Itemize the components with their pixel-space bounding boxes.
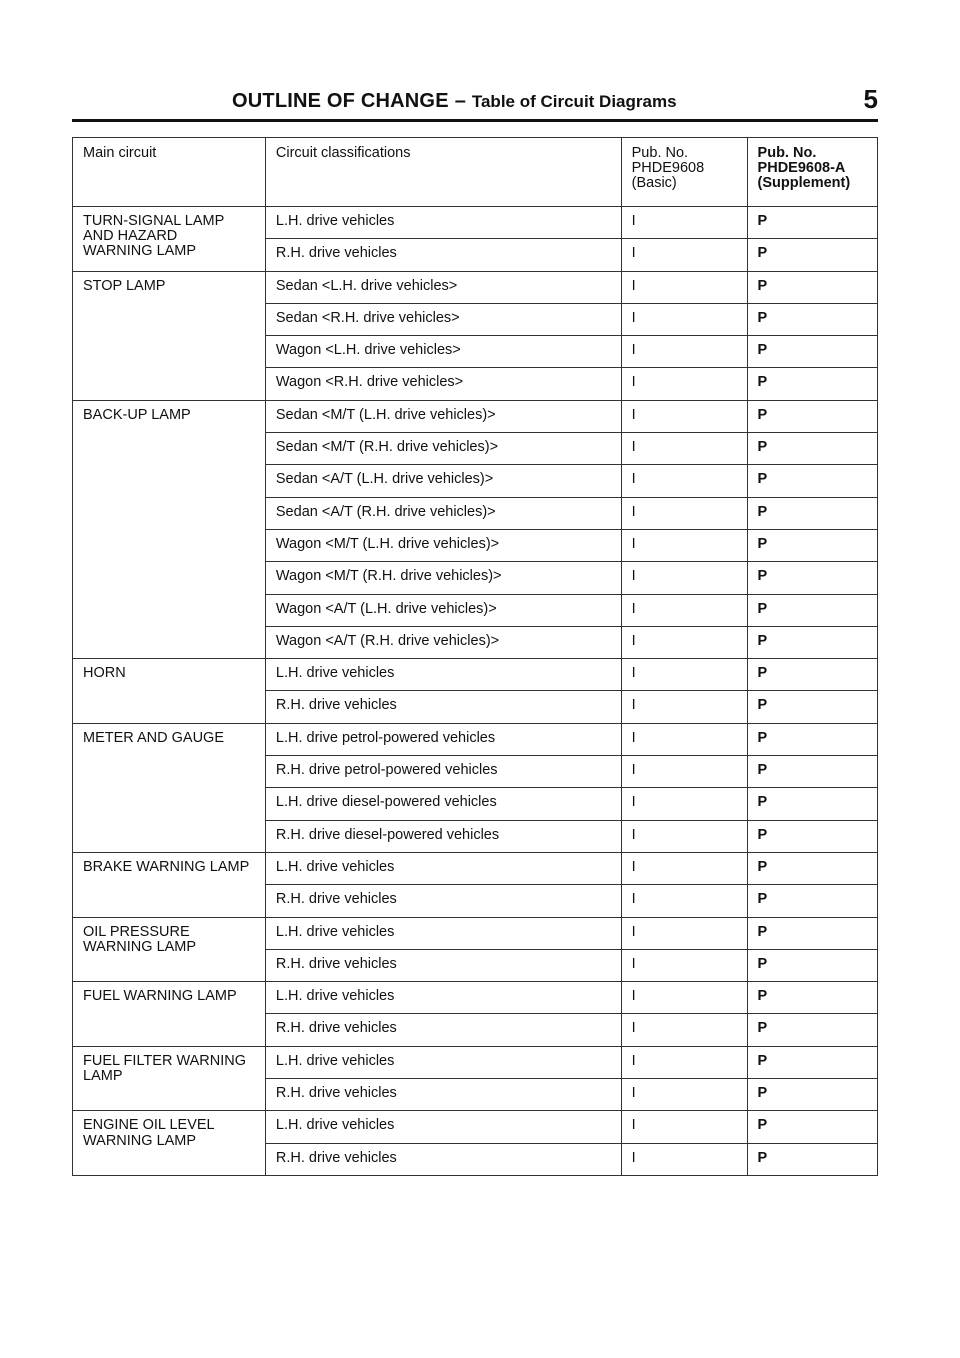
main-circuit-cell: FUEL WARNING LAMP [73,982,266,1047]
circuit-classification-cell: Sedan <A/T (L.H. drive vehicles)> [265,465,621,497]
supplement-publication-cell: P [747,659,877,691]
circuit-classification-cell: L.H. drive vehicles [265,917,621,949]
basic-publication-cell: I [621,271,747,303]
table-row [73,1111,878,1143]
circuit-classification-cell: L.H. drive vehicles [265,1046,621,1078]
basic-publication-cell: I [621,756,747,788]
circuit-classification-cell: L.H. drive vehicles [265,659,621,691]
basic-publication-cell: I [621,594,747,626]
circuit-classification-cell: Wagon <M/T (R.H. drive vehicles)> [265,562,621,594]
basic-publication-cell: I [621,207,747,239]
circuit-classification-cell: R.H. drive vehicles [265,691,621,723]
basic-publication-cell: I [621,400,747,432]
supplement-publication-cell: P [747,562,877,594]
supplement-publication-cell: P [747,1079,877,1111]
basic-publication-cell: I [621,659,747,691]
table-row [73,400,878,432]
basic-publication-cell: I [621,336,747,368]
supplement-publication-cell: P [747,433,877,465]
circuit-classification-cell: Sedan <A/T (R.H. drive vehicles)> [265,497,621,529]
circuit-classification-cell: Wagon <R.H. drive vehicles> [265,368,621,400]
page-number: 5 [863,84,878,114]
circuit-classification-cell: L.H. drive vehicles [265,1111,621,1143]
supplement-publication-cell: P [747,303,877,335]
circuit-diagram-table [72,137,878,1176]
table-row [73,917,878,949]
circuit-classification-cell: L.H. drive petrol-powered vehicles [265,723,621,755]
circuit-classification-cell: R.H. drive vehicles [265,1014,621,1046]
header-divider [72,119,878,122]
circuit-classification-cell: Sedan <M/T (L.H. drive vehicles)> [265,400,621,432]
basic-publication-cell: I [621,1111,747,1143]
circuit-classification-cell: L.H. drive diesel-powered vehicles [265,788,621,820]
supplement-publication-cell: P [747,788,877,820]
supplement-publication-cell: P [747,529,877,561]
circuit-classification-cell: Sedan <M/T (R.H. drive vehicles)> [265,433,621,465]
supplement-publication-cell: P [747,885,877,917]
main-circuit-cell: METER AND GAUGE [73,723,266,852]
circuit-classification-cell: L.H. drive vehicles [265,207,621,239]
table-row [73,982,878,1014]
main-circuit-cell: BACK-UP LAMP [73,400,266,658]
basic-publication-cell: I [621,788,747,820]
table-header-row [73,138,878,207]
main-circuit-cell: HORN [73,659,266,724]
circuit-classification-cell: Wagon <A/T (R.H. drive vehicles)> [265,626,621,658]
basic-publication-cell: I [621,303,747,335]
basic-publication-cell: I [621,1143,747,1175]
circuit-classification-cell: Wagon <M/T (L.H. drive vehicles)> [265,529,621,561]
supplement-publication-cell: P [747,1143,877,1175]
column-header-main-circuit: Main circuit [73,138,266,207]
basic-publication-cell: I [621,885,747,917]
circuit-classification-cell: Wagon <L.H. drive vehicles> [265,336,621,368]
table-row [73,1046,878,1078]
basic-publication-cell: I [621,691,747,723]
table-row [73,659,878,691]
supplement-publication-cell: P [747,207,877,239]
circuit-classification-cell: R.H. drive vehicles [265,1143,621,1175]
main-circuit-cell: OIL PRESSURE WARNING LAMP [73,917,266,982]
basic-publication-cell: I [621,239,747,271]
supplement-publication-cell: P [747,400,877,432]
main-circuit-cell: TURN-SIGNAL LAMP AND HAZARD WARNING LAMP [73,207,266,272]
circuit-classification-cell: L.H. drive vehicles [265,982,621,1014]
basic-publication-cell: I [621,1079,747,1111]
supplement-publication-cell: P [747,626,877,658]
circuit-classification-cell: Wagon <A/T (L.H. drive vehicles)> [265,594,621,626]
document-subtitle: Table of Circuit Diagrams [471,92,677,111]
basic-publication-cell: I [621,852,747,884]
circuit-classification-cell: R.H. drive vehicles [265,239,621,271]
circuit-classification-cell: R.H. drive diesel-powered vehicles [265,820,621,852]
circuit-classification-cell: L.H. drive vehicles [265,852,621,884]
circuit-classification-cell: R.H. drive vehicles [265,1079,621,1111]
table-body [73,207,878,1176]
main-circuit-cell: STOP LAMP [73,271,266,400]
supplement-publication-cell: P [747,336,877,368]
main-circuit-cell: BRAKE WARNING LAMP [73,852,266,917]
page-title [232,90,677,113]
supplement-publication-cell: P [747,982,877,1014]
supplement-publication-cell: P [747,756,877,788]
circuit-classification-cell: R.H. drive vehicles [265,949,621,981]
basic-publication-cell: I [621,1046,747,1078]
basic-publication-cell: I [621,562,747,594]
basic-publication-cell: I [621,820,747,852]
table-row [73,723,878,755]
supplement-publication-cell: P [747,368,877,400]
supplement-publication-cell: P [747,917,877,949]
supplement-publication-cell: P [747,1014,877,1046]
circuit-classification-cell: Sedan <L.H. drive vehicles> [265,271,621,303]
supplement-publication-cell: P [747,239,877,271]
main-circuit-cell: FUEL FILTER WARNING LAMP [73,1046,266,1111]
basic-publication-cell: I [621,1014,747,1046]
supplement-publication-cell: P [747,820,877,852]
supplement-publication-cell: P [747,497,877,529]
table-header [73,138,878,207]
table-row [73,207,878,239]
basic-publication-cell: I [621,626,747,658]
table-row [73,271,878,303]
column-header-basic-publication: Pub. No. PHDE9608 (Basic) [621,138,747,207]
circuit-classification-cell: Sedan <R.H. drive vehicles> [265,303,621,335]
basic-publication-cell: I [621,723,747,755]
basic-publication-cell: I [621,497,747,529]
supplement-publication-cell: P [747,1111,877,1143]
main-circuit-cell: ENGINE OIL LEVEL WARNING LAMP [73,1111,266,1176]
basic-publication-cell: I [621,433,747,465]
circuit-classification-cell: R.H. drive vehicles [265,885,621,917]
basic-publication-cell: I [621,368,747,400]
basic-publication-cell: I [621,917,747,949]
table-row [73,852,878,884]
supplement-publication-cell: P [747,1046,877,1078]
circuit-classification-cell: R.H. drive petrol-powered vehicles [265,756,621,788]
title-separator: – [454,90,466,112]
basic-publication-cell: I [621,465,747,497]
column-header-supplement-publication: Pub. No. PHDE9608-A (Supplement) [747,138,877,207]
page-header [72,84,878,122]
supplement-publication-cell: P [747,691,877,723]
supplement-publication-cell: P [747,271,877,303]
supplement-publication-cell: P [747,594,877,626]
document-title: OUTLINE OF CHANGE [232,90,449,112]
supplement-publication-cell: P [747,949,877,981]
supplement-publication-cell: P [747,723,877,755]
supplement-publication-cell: P [747,852,877,884]
basic-publication-cell: I [621,949,747,981]
basic-publication-cell: I [621,982,747,1014]
supplement-publication-cell: P [747,465,877,497]
column-header-circuit-classifications: Circuit classifications [265,138,621,207]
basic-publication-cell: I [621,529,747,561]
